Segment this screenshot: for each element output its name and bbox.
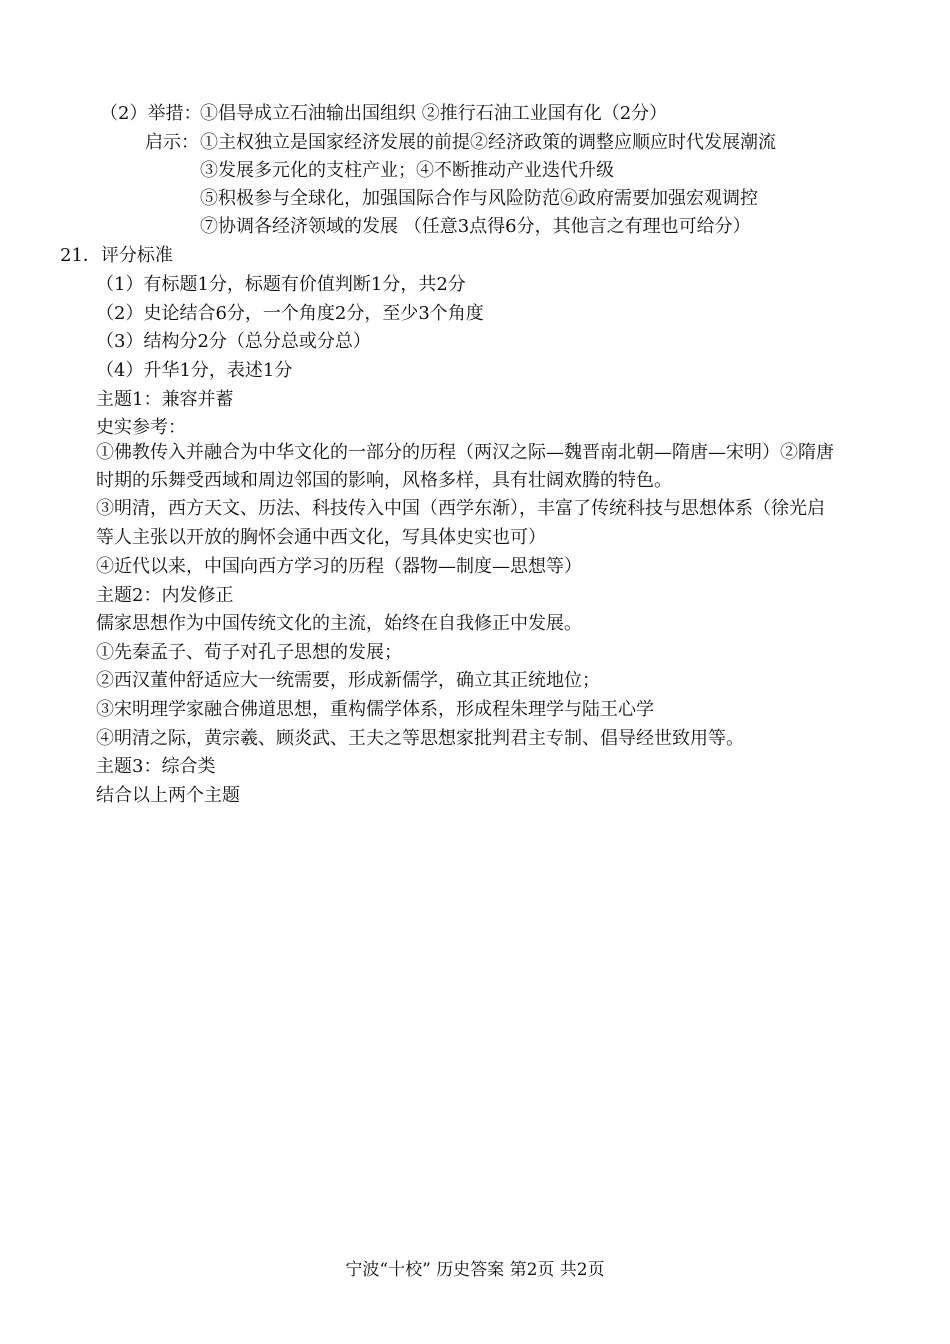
q20-measures-label: （2）举措： — [100, 103, 202, 124]
theme2-line-1: 儒家思想作为中国传统文化的主流，始终在自我修正中发展。 — [96, 613, 582, 634]
theme2-line-2: ①先秦孟子、荀子对孔子思想的发展； — [96, 642, 402, 663]
q20-insight-line-3: ⑤积极参与全球化，加强国际合作与风险防范⑥政府需要加强宏观调控 — [200, 188, 758, 209]
q21-criterion-1: （1）有标题1分，标题有价值判断1分，共2分 — [96, 274, 466, 295]
theme2-line-5: ④明清之际，黄宗羲、顾炎武、王夫之等思想家批判君主专制、倡导经世致用等。 — [96, 728, 744, 749]
page-footer: 宁波“十校” 历史答案 第2页 共2页 — [345, 1260, 605, 1280]
q20-insight-label: 启示： — [145, 132, 199, 153]
q21-criterion-4: （4）升华1分，表述1分 — [96, 360, 293, 381]
q20-insight-line-2: ③发展多元化的支柱产业；④不断推动产业迭代升级 — [200, 160, 614, 181]
q20-insight-line-1: ①主权独立是国家经济发展的前提②经济政策的调整应顺应时代发展潮流 — [200, 132, 776, 153]
theme1-line-3: ③明清，西方天文、历法、科技传入中国（西学东渐），丰富了传统科技与思想体系（徐光启 — [96, 498, 825, 519]
theme2-line-4: ③宋明理学家融合佛道思想，重构儒学体系，形成程朱理学与陆王心学 — [96, 699, 654, 720]
theme3-title: 主题3：综合类 — [96, 756, 216, 777]
theme2-title: 主题2：内发修正 — [96, 585, 234, 606]
q21-criterion-3: （3）结构分2分（总分总或分总） — [96, 331, 371, 352]
theme1-line-2: 时期的乐舞受西域和周边邻国的影响，风格多样，具有壮阔欢腾的特色。 — [96, 470, 672, 491]
q21-criterion-2: （2）史论结合6分，一个角度2分，至少3个角度 — [96, 303, 484, 324]
q21-heading: 21．评分标准 — [60, 245, 173, 266]
theme2-line-3: ②西汉董仲舒适应大一统需要，形成新儒学，确立其正统地位； — [96, 670, 600, 691]
theme1-line-5: ④近代以来，中国向西方学习的历程（器物—制度—思想等） — [96, 556, 582, 577]
q20-measures-text: ①倡导成立石油输出国组织 ②推行石油工业国有化（2分） — [200, 103, 668, 124]
theme3-text: 结合以上两个主题 — [96, 785, 240, 806]
theme1-title: 主题1：兼容并蓄 — [96, 389, 234, 410]
q20-insight-line-4: ⑦协调各经济领域的发展 （任意3点得6分，其他言之有理也可给分） — [200, 216, 751, 237]
theme1-line-1: ①佛教传入并融合为中华文化的一部分的历程（两汉之际—魏晋南北朝—隋唐—宋明）②隋唐 — [96, 442, 834, 463]
facts-label: 史实参考： — [96, 417, 186, 438]
theme1-line-4: 等人主张以开放的胸怀会通中西文化，写具体史实也可） — [96, 527, 546, 548]
